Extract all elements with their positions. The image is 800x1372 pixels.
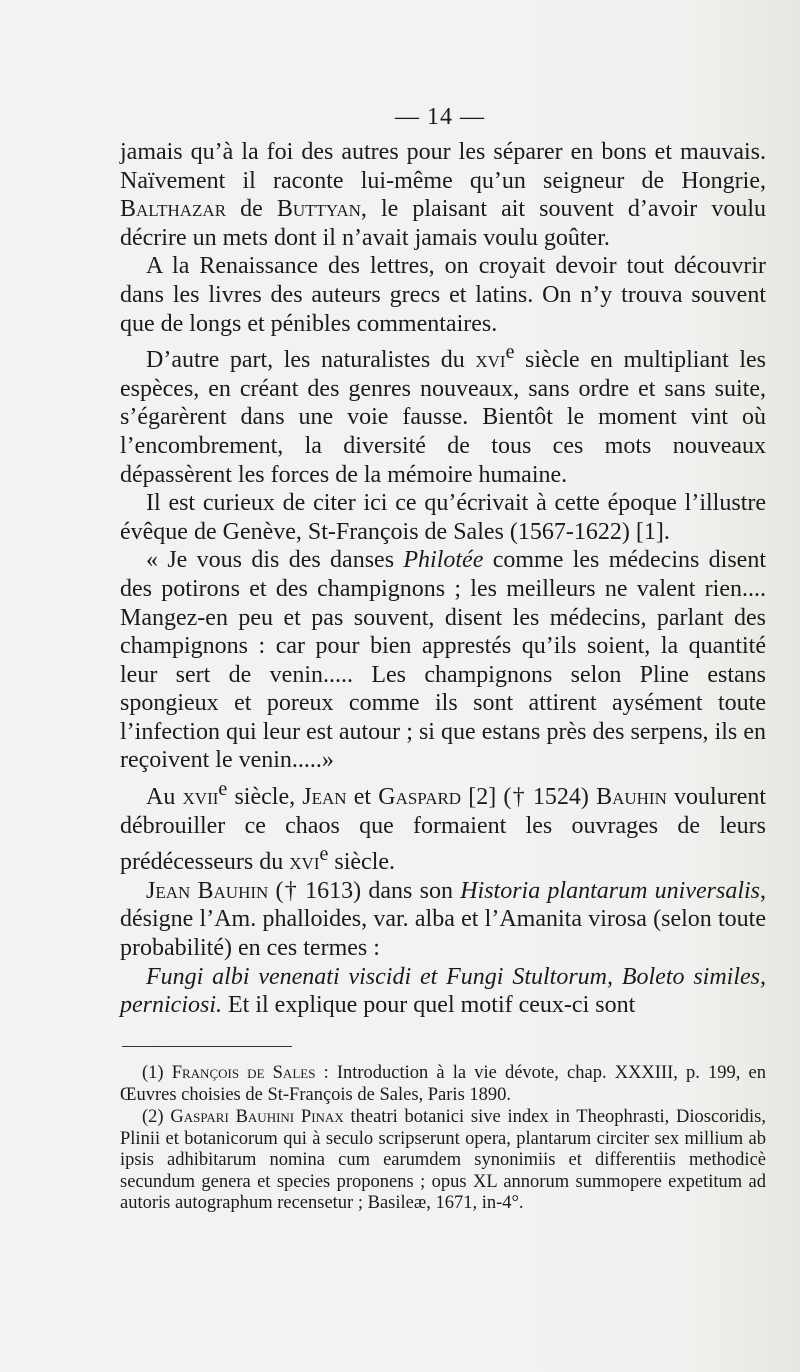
paragraph-1: jamais qu’à la foi des autres pour les séparer en bons et mauvais. Naïvement il raconte lui-même qu’un seigneur de Hongrie, Balthazar de Buttyan, le plaisant ait souvent d’avoir voulu décrire un mets dont il n’avait jamais voulu goûter. (120, 139, 766, 251)
paragraph-8: Fungi albi venenati viscidi et Fungi Stultorum, Boleto similes, perniciosi. Et il explique pour quel motif ceux-ci sont (120, 963, 766, 1019)
paragraph-4: Il est curieux de citer ici ce qu’écrivait à cette époque l’illustre évêque de Genève, St-François de Sales (1567-1622) [1]. (120, 490, 766, 545)
person-name: Jean Bauhin (146, 877, 269, 904)
main-text (120, 138, 766, 1020)
page-number: — 14 — (395, 104, 485, 130)
paragraph-3: D’autre part, les naturalistes du xvi$^e$ siècle en multipliant les espèces, en créant des genres nouveaux, sans ordre et sans suite, s’égarèrent dans une voie fausse. Bientôt le moment vint où l’encombrement, la diversité de tous ces mots nouveaux dépassèrent les forces de la mémoire humaine. (120, 341, 767, 488)
person-name: Bauhin (596, 784, 667, 811)
person-name: Balthazar (120, 196, 227, 223)
footnote-1: (1) François de Sales : Introduction à la vie dévote, chap. XXXIII, p. 199, en Œuvres choisies de St-François de Sales, Paris 1890. (120, 1063, 766, 1105)
book-title: Historia plantarum universalis (460, 877, 760, 904)
paragraph-7: Jean Bauhin († 1613) dans son Historia plantarum universalis, désigne l’Am. phalloides, var. alba et l’Amanita virosa (selon toute probabilité) en ces termes : (120, 877, 766, 962)
paragraph-5-quote: « Je vous dis des danses Philotée comme les médecins disent des potirons et des champignons ; les meilleurs ne valent rien.... Mangez-en peu et pas souvent, disent les médecins, parlant des champignons : car pour bien apprestés qu’ils soient, la quantité leur sert de venin..... Les champignons selon Pline estans spongieux et poreux comme ils sont attirent aysément toute l’infection qui leur est autour ; si que estans près des serpens, ils en reçoivent le venin.....» (120, 547, 766, 774)
footnote-2: (2) Gaspari Bauhini Pinax theatri botanici sive index in Theophrasti, Dioscoridis, Plinii et botanicorum qui à seculo scripserunt opera, plantarum circiter sex millium ab ipsis adhibitarum nomina cum earumdem synonimiis et differentiis methodicè secundum genera et species proponens ; opus XL annorum summopere expetitum ad autoris autographum recensetur ; Basileæ, 1671, in-4°. (120, 1107, 766, 1213)
latin-quote: Fungi albi venenati viscidi et Fungi Stultorum, Boleto similes, perniciosi. (120, 963, 766, 1019)
person-name: Gaspard (378, 784, 462, 811)
paragraph-6: Au xvii$^e$ siècle, Jean et Gaspard [2] († 1524) Bauhin voulurent débrouiller ce chaos que formaient les ouvrages de leurs prédécesseurs du xvi$^e$ siècle. (120, 778, 767, 876)
person-name: Jean (302, 784, 347, 811)
person-name: Buttyan (276, 196, 361, 223)
footnotes (120, 1063, 766, 1216)
paragraph-2: A la Renaissance des lettres, on croyait devoir tout découvrir dans les livres des auteurs grecs et latins. On n’y trouva souvent que de longs et pénibles commentaires. (120, 253, 766, 337)
footnote-divider (122, 1046, 292, 1047)
